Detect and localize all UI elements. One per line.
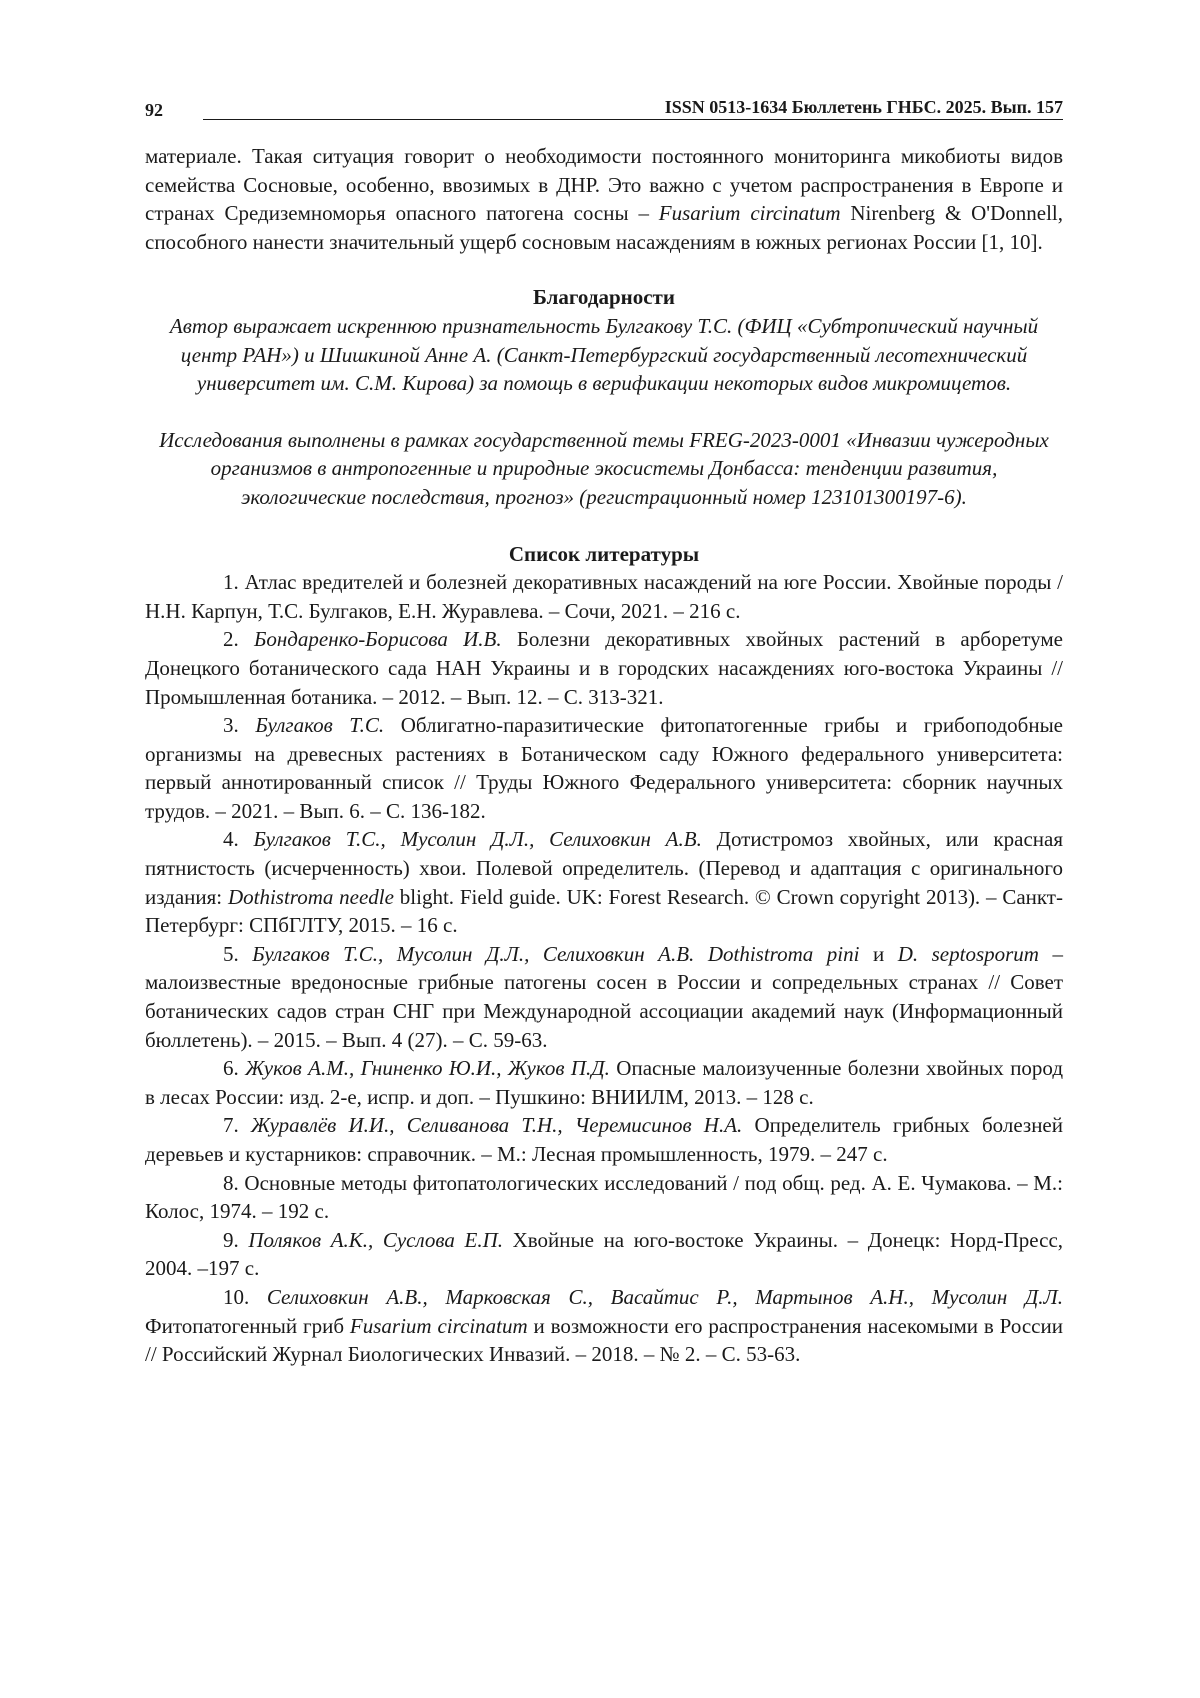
reference-item: 10. Селиховкин А.В., Марковская С., Васайтис Р., Мартынов А.Н., Мусолин Д.Л. Фитопатогенный гриб Fusarium circinatum и возможности его распространения насекомыми в России // Российский Журнал Биологических Инвазий. – 2018. – № 2. – С. 53-63.: [145, 1284, 1064, 1367]
reference-item: 3. Булгаков Т.С. Облигатно-паразитические фитопатогенные грибы и грибоподобные организмы на древесных растениях в Ботаническом саду Южного федерального университета: первый аннотированный список // Труды Южного Федерального университета: сборник научных трудов. – 2021. – Вып. 6. – С. 136-182.: [145, 713, 1064, 823]
ack-heading: Благодарности: [533, 285, 675, 310]
reference-item: 6. Жуков А.М., Гниненко Ю.И., Жуков П.Д. Опасные малоизученные болезни хвойных пород в лесах России: изд. 2-е, испр. и доп. – Пушкино: ВНИИЛМ, 2013. – 128 с.: [145, 1056, 1064, 1109]
reference-item: 2. Бондаренко-Борисова И.В. Болезни декоративных хвойных растений в арборетуме Донецкого ботанического сада НАН Украины и в городских насаждениях юго-востока Украины // Промышленная ботаника. – 2012. – Вып. 12. – С. 313-321.: [145, 627, 1063, 709]
page-number: 92: [145, 100, 163, 120]
reference-item: 8. Основные методы фитопатологических исследований / под общ. ред. А. Е. Чумакова. – М.: Колос, 1974. – 192 с.: [145, 1170, 1064, 1224]
intro-paragraph: [145, 142, 1063, 256]
species-name: Fusarium circinatum: [658, 201, 841, 226]
funding-text: Исследования выполнены в рамках государственной темы FREG-2023-0001 «Инвазии чужеродных организмов в антропогенные и природные экосистемы Донбасса: тенденции развития, экологические последствия, прогноз» (регистрационный номер 123101300197-6).: [159, 427, 1049, 509]
intro-text-end: Nirenberg & O'Donnell, способного нанести значительный ущерб сосновым насаждениям в южных регионах России [1, 10].: [145, 201, 1063, 254]
references-heading: Список литературы: [508, 541, 700, 566]
reference-item: 7. Журавлёв И.И., Селиванова Т.Н., Черемисинов Н.А. Определитель грибных болезней деревьев и кустарников: справочник. – М.: Лесная промышленность, 1979. – 247 с.: [145, 1113, 1063, 1166]
page-body: [145, 142, 1063, 1369]
journal-title: ISSN 0513-1634 Бюллетень ГНБС. 2025. Вып. 157: [664, 97, 1063, 117]
running-header: [145, 98, 1063, 120]
reference-item: 4. Булгаков Т.С., Мусолин Д.Л., Селиховкин А.В. Дотистромоз хвойных, или красная пятнистость (исчерченность) хвои. Полевой определитель. (Перевод и адаптация с оригинального издания: Dothistroma needle blight. Field guide. UK: Forest Research. © Crown copyright 2013). – Санкт-Петербург: СПбГЛТУ, 2015. – 16 с.: [145, 827, 1063, 938]
reference-item: 9. Поляков А.К., Суслова Е.П. Хвойные на юго-востоке Украины. – Донецк: Норд-Пресс, 2004. –197 с.: [145, 1227, 1064, 1281]
reference-item: 5. Булгаков Т.С., Мусолин Д.Л., Селиховкин А.В. Dothistroma pini и D. septosporum – малоизвестные вредоносные грибные патогены сосен в России и сопредельных странах // Совет ботанических садов стран СНГ при Международной ассоциации академий наук (Информационный бюллетень). – 2015. – Вып. 4 (27). – С. 59-63.: [145, 941, 1064, 1052]
reference-item: 1. Атлас вредителей и болезней декоративных насаждений на юге России. Хвойные породы / Н.Н. Карпун, Т.С. Булгаков, Е.Н. Журавлева. – Сочи, 2021. – 216 с.: [145, 570, 1064, 623]
page: [145, 98, 1063, 1369]
ack-text: Автор выражает искреннюю признательность Булгакову Т.С. (ФИЦ «Субтропический научный центр РАН») и Шишкиной Анне А. (Санкт-Петербургский государственный лесотехнический университет им. С.М. Кирова) за помощь в верификации некоторых видов микромицетов.: [169, 313, 1039, 396]
header-rule: [203, 97, 1063, 120]
intro-text: материале. Такая ситуация говорит о необходимости постоянного мониторинга микобиоты видов семейства Сосновые, особенно, ввозимых в ДНР. Это важно с учетом распространения в Европе и странах Средиземноморья опасного патогена сосны –: [145, 144, 1063, 226]
